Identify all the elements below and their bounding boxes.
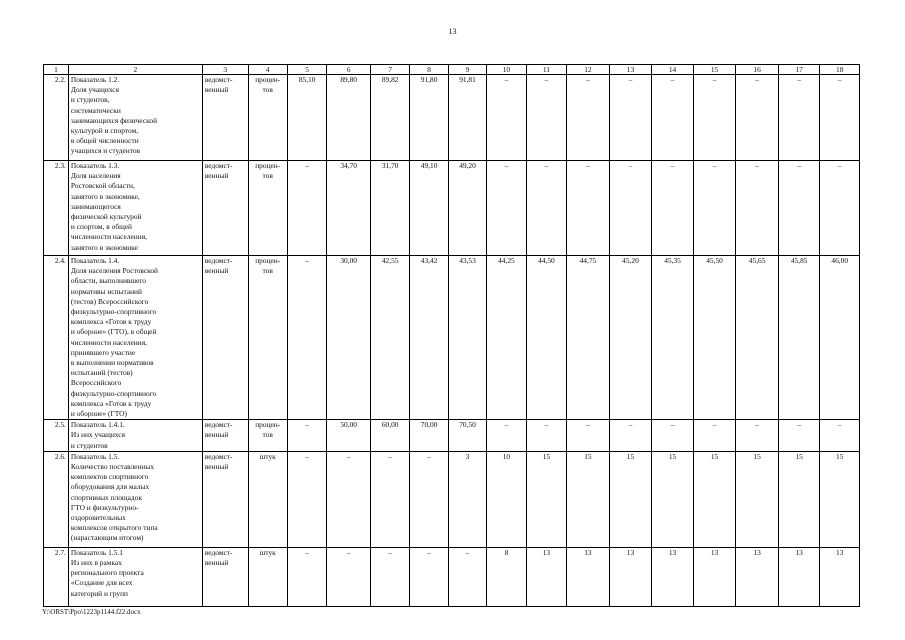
indicator-name-line: Доля населения Ростовской <box>70 266 158 276</box>
value-cell: 15 <box>609 451 652 547</box>
indicator-name-line: «Создание для всех <box>70 578 133 588</box>
indicator-name-line: ГТО и физкультурно- <box>70 502 139 512</box>
value-cell: 46,00 <box>820 256 860 420</box>
value-cell: 15 <box>693 451 736 547</box>
value-cell: 91,81 <box>448 75 486 161</box>
value-cell: – <box>327 451 371 547</box>
value-cell: 15 <box>778 451 820 547</box>
unit-line: тов <box>262 171 273 181</box>
indicator-name-line: Показатель 1.3. <box>70 161 120 170</box>
unit-line: процен- <box>255 256 281 265</box>
value-cell: – <box>820 420 860 452</box>
indicator-name-line: и обороне» (ГТО) <box>70 409 127 419</box>
value-cell: – <box>487 75 526 161</box>
indicator-name-line: культурой и спортом, <box>70 126 139 136</box>
unit-line: процен- <box>255 75 281 84</box>
table-row <box>44 256 860 420</box>
indicator-name-cell <box>68 75 202 161</box>
header-cell: 5 <box>287 65 326 75</box>
data-source-line: ведомст- <box>204 161 233 170</box>
header-cell: 7 <box>370 65 409 75</box>
value-cell: – <box>609 420 652 452</box>
indicator-name-line: комплексов открытого типа <box>70 523 158 533</box>
indicator-name-line: регионального проекта <box>70 568 144 578</box>
value-cell: – <box>287 451 326 547</box>
indicators-table <box>43 64 860 607</box>
data-source-cell <box>202 75 248 161</box>
table-row <box>44 451 860 547</box>
value-cell: 31,70 <box>370 161 409 256</box>
indicator-name-line: Количество поставленных <box>70 462 155 472</box>
value-cell: 13 <box>693 547 736 606</box>
data-source-line: венный <box>204 462 229 472</box>
value-cell: 34,70 <box>327 161 371 256</box>
data-source-line: ведомст- <box>204 451 233 461</box>
table-row <box>44 161 860 256</box>
value-cell: 70,00 <box>410 420 448 452</box>
value-cell: 13 <box>778 547 820 606</box>
value-cell: 43,53 <box>448 256 486 420</box>
indicator-name-line: и спортом, в общей <box>70 222 133 232</box>
indicator-name-line: физкультурно-спортивного <box>70 388 157 398</box>
data-source-line: ведомст- <box>204 420 233 430</box>
value-cell: – <box>736 75 779 161</box>
value-cell: – <box>370 451 409 547</box>
data-source-cell <box>202 547 248 606</box>
page-number: 13 <box>448 27 457 36</box>
value-cell: – <box>778 161 820 256</box>
indicator-name-line: в выполнении нормативов <box>70 358 154 368</box>
value-cell: 13 <box>652 547 694 606</box>
header-cell: 12 <box>567 65 610 75</box>
indicator-name-cell <box>68 451 202 547</box>
value-cell: 49,20 <box>448 161 486 256</box>
data-source-cell <box>202 451 248 547</box>
row-number-cell: 2.3. <box>44 161 69 256</box>
value-cell: 15 <box>736 451 779 547</box>
indicator-name-line: (тестов) Всероссийского <box>70 296 149 306</box>
indicator-name-line: Показатель 1.4. <box>70 256 120 265</box>
value-cell: 13 <box>820 547 860 606</box>
value-cell: – <box>693 75 736 161</box>
unit-line: процен- <box>255 161 281 170</box>
header-cell: 11 <box>526 65 566 75</box>
indicator-name-line: Ростовской области, <box>70 181 135 191</box>
header-cell: 2 <box>68 65 202 75</box>
value-cell: – <box>820 75 860 161</box>
indicator-name-line: оздоровительных <box>70 513 126 523</box>
value-cell: 44,50 <box>526 256 566 420</box>
indicator-name-line: занятого в экономике <box>70 242 138 252</box>
header-cell: 9 <box>448 65 486 75</box>
header-cell: 15 <box>693 65 736 75</box>
value-cell: – <box>778 420 820 452</box>
header-cell: 8 <box>410 65 448 75</box>
header-cell: 18 <box>820 65 860 75</box>
value-cell: 3 <box>448 451 486 547</box>
value-cell: 70,50 <box>448 420 486 452</box>
data-source-cell <box>202 256 248 420</box>
indicator-name-line: Показатель 1.5.1 <box>70 547 123 557</box>
value-cell: – <box>736 161 779 256</box>
indicator-name-cell <box>68 547 202 606</box>
value-cell: 13 <box>609 547 652 606</box>
data-source-line: ведомст- <box>204 75 233 84</box>
indicator-name-line: Показатель 1.5. <box>70 451 120 461</box>
value-cell: 45,35 <box>652 256 694 420</box>
unit-line: штук <box>259 451 276 461</box>
unit-line: тов <box>262 430 273 440</box>
indicator-name-line: Показатель 1.4.1. <box>70 420 125 430</box>
data-source-line: венный <box>204 558 229 568</box>
row-number-cell: 2.7. <box>44 547 69 606</box>
table-row <box>44 547 860 606</box>
value-cell: – <box>526 161 566 256</box>
value-cell: 49,10 <box>410 161 448 256</box>
value-cell: 13 <box>526 547 566 606</box>
indicator-name-line: и обороне» (ГТО), в общей <box>70 327 157 337</box>
indicator-name-line: Доля населения <box>70 171 121 181</box>
value-cell: 91,80 <box>410 75 448 161</box>
indicator-name-line: занимающихся физической <box>70 115 158 125</box>
value-cell: – <box>327 547 371 606</box>
value-cell: 50,00 <box>327 420 371 452</box>
value-cell: – <box>487 161 526 256</box>
value-cell: – <box>693 420 736 452</box>
value-cell: 10 <box>487 451 526 547</box>
value-cell: 45,20 <box>609 256 652 420</box>
indicator-name-line: Из них учащихся <box>70 430 125 440</box>
table-row <box>44 75 860 161</box>
value-cell: – <box>487 420 526 452</box>
value-cell: – <box>410 451 448 547</box>
data-source-line: ведомст- <box>204 256 233 265</box>
data-source-line: венный <box>204 171 229 181</box>
value-cell: 15 <box>652 451 694 547</box>
data-source-cell <box>202 161 248 256</box>
indicator-name-line: численности населения, <box>70 232 147 242</box>
header-row <box>44 65 860 75</box>
header-cell: 13 <box>609 65 652 75</box>
value-cell: 15 <box>526 451 566 547</box>
table-row <box>44 420 860 452</box>
indicator-name-line: занимающегося <box>70 201 121 211</box>
value-cell: – <box>410 547 448 606</box>
value-cell: – <box>736 420 779 452</box>
value-cell: – <box>448 547 486 606</box>
value-cell: – <box>567 161 610 256</box>
header-cell: 4 <box>248 65 287 75</box>
unit-line: тов <box>262 266 273 276</box>
indicator-name-line: физкультурно-спортивного <box>70 307 157 317</box>
indicator-name-line: Показатель 1.2. <box>70 75 120 84</box>
value-cell: 13 <box>567 547 610 606</box>
indicator-name-line: испытаний (тестов) <box>70 368 133 378</box>
row-number-cell: 2.4. <box>44 256 69 420</box>
indicator-name-line: области, выполнившего <box>70 276 146 286</box>
value-cell: – <box>567 420 610 452</box>
data-source-cell <box>202 420 248 452</box>
value-cell: 85,10 <box>287 75 326 161</box>
header-cell: 17 <box>778 65 820 75</box>
indicator-name-line: принявшего участие <box>70 347 136 357</box>
value-cell: 30,00 <box>327 256 371 420</box>
value-cell: – <box>567 75 610 161</box>
value-cell: – <box>287 161 326 256</box>
unit-line: штук <box>259 547 276 557</box>
header-cell: 16 <box>736 65 779 75</box>
value-cell: – <box>526 420 566 452</box>
indicator-name-cell <box>68 256 202 420</box>
unit-cell <box>248 451 287 547</box>
value-cell: – <box>609 161 652 256</box>
header-cell: 6 <box>327 65 371 75</box>
value-cell: – <box>778 75 820 161</box>
row-number-cell: 2.6. <box>44 451 69 547</box>
unit-cell <box>248 161 287 256</box>
value-cell: 89,82 <box>370 75 409 161</box>
header-cell: 10 <box>487 65 526 75</box>
indicator-name-line: комплекса «Готов к труду <box>70 317 152 327</box>
value-cell: 60,00 <box>370 420 409 452</box>
indicator-name-line: систематически <box>70 105 121 115</box>
value-cell: – <box>370 547 409 606</box>
indicator-name-line: Всероссийского <box>70 378 122 388</box>
indicator-name-line: занятого в экономике, <box>70 191 140 201</box>
header-cell: 14 <box>652 65 694 75</box>
header-cell: 3 <box>202 65 248 75</box>
row-number-cell: 2.2. <box>44 75 69 161</box>
data-source-line: венный <box>204 85 229 95</box>
unit-cell <box>248 75 287 161</box>
value-cell: 15 <box>567 451 610 547</box>
indicator-name-line: и студентов <box>70 440 108 450</box>
indicator-name-line: комплектов спортивного <box>70 472 149 482</box>
value-cell: 42,55 <box>370 256 409 420</box>
indicator-name-line: нормативы испытаний <box>70 286 142 296</box>
value-cell: – <box>652 420 694 452</box>
indicator-name-line: Из них в рамках <box>70 558 122 568</box>
value-cell: – <box>652 161 694 256</box>
value-cell: – <box>287 420 326 452</box>
value-cell: – <box>287 547 326 606</box>
indicator-name-line: физической культурой <box>70 212 142 222</box>
value-cell: 89,80 <box>327 75 371 161</box>
unit-line: процен- <box>255 420 281 430</box>
indicator-name-line: (нарастающим итогом) <box>70 533 144 543</box>
value-cell: – <box>609 75 652 161</box>
indicator-name-line: и студентов, <box>70 95 110 105</box>
value-cell: – <box>820 161 860 256</box>
indicator-name-cell <box>68 420 202 452</box>
unit-cell <box>248 256 287 420</box>
unit-cell <box>248 420 287 452</box>
indicator-name-line: численности населения, <box>70 337 147 347</box>
indicator-name-line: категорий и групп <box>70 588 129 598</box>
value-cell: 44,25 <box>487 256 526 420</box>
indicator-name-line: в общей численности <box>70 136 139 146</box>
table-body <box>44 75 860 607</box>
value-cell: – <box>693 161 736 256</box>
value-cell: 43,42 <box>410 256 448 420</box>
header-cell: 1 <box>44 65 69 75</box>
indicator-name-line: учащихся и студентов <box>70 146 141 156</box>
indicator-name-cell <box>68 161 202 256</box>
value-cell: 8 <box>487 547 526 606</box>
value-cell: 44,75 <box>567 256 610 420</box>
value-cell: 13 <box>736 547 779 606</box>
data-source-line: венный <box>204 266 229 276</box>
value-cell: – <box>287 256 326 420</box>
indicator-name-line: Доля учащихся <box>70 85 119 95</box>
indicator-name-line: спортивных площадок <box>70 492 142 502</box>
value-cell: – <box>526 75 566 161</box>
data-source-line: ведомст- <box>204 547 233 557</box>
indicator-name-line: оборудования для малых <box>70 482 150 492</box>
value-cell: 45,85 <box>778 256 820 420</box>
value-cell: – <box>652 75 694 161</box>
unit-line: тов <box>262 85 273 95</box>
row-number-cell: 2.5. <box>44 420 69 452</box>
value-cell: 45,65 <box>736 256 779 420</box>
unit-cell <box>248 547 287 606</box>
indicator-name-line: комплекса «Готов к труду <box>70 398 152 408</box>
value-cell: 15 <box>820 451 860 547</box>
data-source-line: венный <box>204 430 229 440</box>
value-cell: 45,50 <box>693 256 736 420</box>
footer-file-path: Y:\ORST\Ppo\1223p1144.f22.docx <box>42 608 141 616</box>
